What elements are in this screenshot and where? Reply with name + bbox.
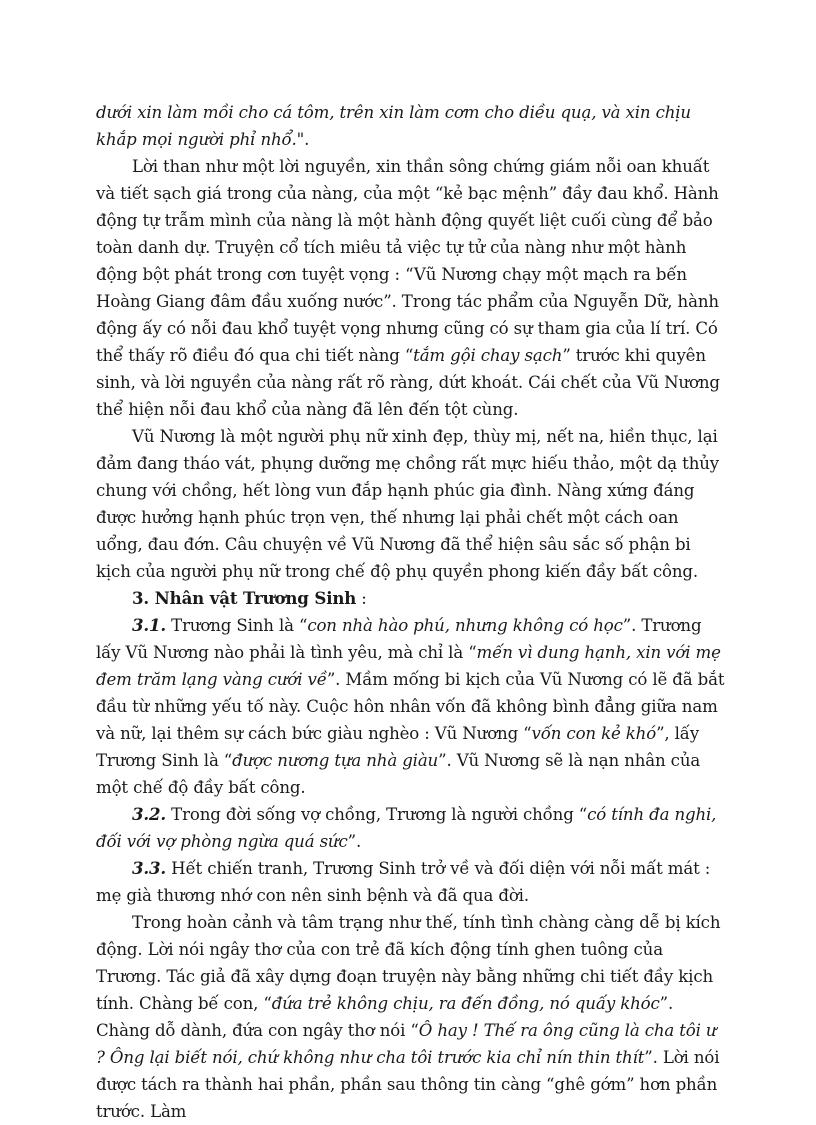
paragraph [96, 99, 730, 153]
text-run: ". [296, 130, 310, 149]
text-run: ”. Chàng dỗ dành, đứa con ngây thơ nói “ [96, 994, 674, 1040]
paragraph [96, 909, 730, 1125]
quoted-text: mến vì dung hạnh, xin với mẹ đem trăm lạng vàng cưới về [96, 643, 721, 689]
quoted-text: Ô hay ! Thế ra ông cũng là cha tôi ư ? Ông lại biết nói, chứ không như cha tôi trước kia chỉ nín thin thít [96, 1021, 717, 1067]
document-page [96, 99, 730, 1125]
quoted-text: dưới xin làm mồi cho cá tôm, trên xin làm cơm cho diều quạ, và xin chịu khắp mọi người phỉ nhổ. [96, 103, 691, 149]
text-run: Trương Sinh là “ [166, 616, 308, 635]
paragraph [96, 585, 730, 612]
quoted-text: có tính đa nghi, đối với vợ phòng ngừa quá sức [96, 805, 717, 851]
text-run: ” trước khi quyên sinh, và lời nguyền của nàng rất rõ ràng, dứt khoát. Cái chết của Vũ Nương thể hiện nỗi đau khổ của nàng đã lên đến tột cùng. [96, 346, 720, 419]
paragraph [96, 612, 730, 801]
text-run: : [356, 589, 367, 608]
text-run: Trong hoàn cảnh và tâm trạng như thế, tính tình chàng càng dễ bị kích động. Lời nói ngây thơ của con trẻ đã kích động tính ghen tuông của Trương. Tác giả đã xây dựng đoạn truyện này bằng những chi tiết đầy kịch tính. Chàng bế con, “ [96, 913, 721, 1013]
paragraph [96, 855, 730, 909]
text-run: Vũ Nương là một người phụ nữ xinh đẹp, thùy mị, nết na, hiền thục, lại đảm đang tháo vát, phụng dưỡng mẹ chồng rất mực hiếu thảo, một dạ thủy chung với chồng, hết lòng vun đắp hạnh phúc gia đình. Nàng xứng đáng được hưởng hạnh phúc trọn vẹn, thế nhưng lại phải chết một cách oan uổng, đau đớn. Câu chuyện về Vũ Nương đã thể hiện sâu sắc số phận bi kịch của người phụ nữ trong chế độ phụ quyền phong kiến đầy bất công. [96, 427, 719, 581]
quoted-text: tắm gội chay sạch [413, 346, 563, 365]
quoted-text: con nhà hào phú, nhưng không có học [307, 616, 623, 635]
text-run: Hết chiến tranh, Trương Sinh trở về và đối diện với nỗi mất mát : mẹ già thương nhớ con nên sinh bệnh và đã qua đời. [96, 859, 711, 905]
text-run: ”, lấy Trương Sinh là “ [96, 724, 700, 770]
text-run: ”. Vũ Nương sẽ là nạn nhân của một chế độ đầy bất công. [96, 751, 701, 797]
text-run: ”. Trương lấy Vũ Nương nào phải là tình yêu, mà chỉ là “ [96, 616, 702, 662]
heading-text: 3. Nhân vật Trương Sinh [132, 588, 357, 608]
heading-text: 3.1. [132, 615, 167, 635]
quoted-text: đứa trẻ không chịu, ra đến đồng, nó quấy khóc [271, 994, 660, 1013]
heading-text: 3.2. [132, 804, 167, 824]
text-run: Trong đời sống vợ chồng, Trương là người chồng “ [166, 805, 588, 824]
text-run: ”. [347, 832, 362, 851]
paragraph [96, 153, 730, 423]
text-run: ”. Mầm mống bi kịch của Vũ Nương có lẽ đã bắt đầu từ những yếu tố này. Cuộc hôn nhân vốn đã không bình đẳng giữa nam và nữ, lại thêm sự cách bức giàu nghèo : Vũ Nương “ [96, 670, 725, 743]
text-run: ”. Lời nói được tách ra thành hai phần, phần sau thông tin càng “ghê gớm” hơn phần trước. Làm [96, 1048, 720, 1121]
quoted-text: được nương tựa nhà giàu [232, 751, 439, 770]
heading-text: 3.3. [132, 858, 167, 878]
paragraph [96, 801, 730, 855]
quoted-text: vốn con kẻ khó [531, 724, 657, 743]
text-run: Lời than như một lời nguyền, xin thần sông chứng giám nỗi oan khuất và tiết sạch giá trong của nàng, của một “kẻ bạc mệnh” đầy đau khổ. Hành động tự trẫm mình của nàng là một hành động quyết liệt cuối cùng để bảo toàn danh dự. Truyện cổ tích miêu tả việc tự tử của nàng như một hành động bột phát trong cơn tuyệt vọng : “Vũ Nương chạy một mạch ra bến Hoàng Giang đâm đầu xuống nước”. Trong tác phẩm của Nguyễn Dữ, hành động ấy có nỗi đau khổ tuyệt vọng nhưng cũng có sự tham gia của lí trí. Có thể thấy rõ điều đó qua chi tiết nàng “ [96, 157, 719, 365]
paragraph [96, 423, 730, 585]
